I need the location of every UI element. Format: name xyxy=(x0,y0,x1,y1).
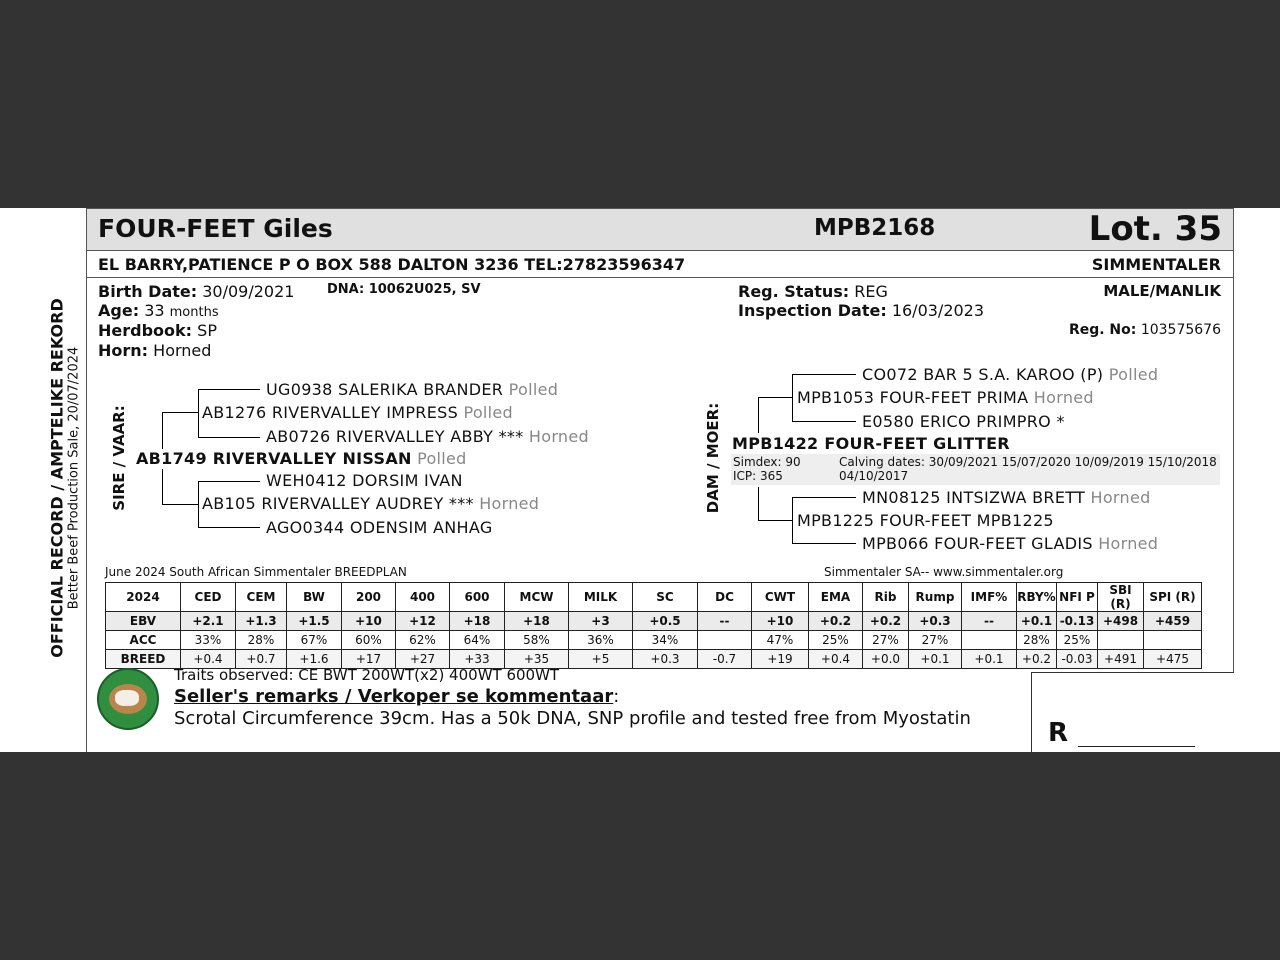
col-header: RBY% xyxy=(1017,583,1057,612)
price-currency: R xyxy=(1048,718,1069,748)
owner-details: EL BARRY,PATIENCE P O BOX 588 DALTON 3236 TEL:27823596347 xyxy=(98,255,686,274)
col-header: DC xyxy=(698,583,752,612)
reg-status-label: Reg. Status: xyxy=(738,282,850,301)
dam-dam-sire xyxy=(862,488,1151,507)
table-cell: +459 xyxy=(1144,612,1202,631)
horn-value: Horned xyxy=(153,341,212,360)
sale-subtitle: Better Beef Production Sale, 20/07/2024 xyxy=(66,346,82,610)
table-cell: +18 xyxy=(450,612,505,631)
col-header: EMA xyxy=(809,583,863,612)
official-record-title: OFFICIAL RECORD / AMPTELIKE REKORD xyxy=(47,298,67,658)
table-cell: 25% xyxy=(1057,631,1098,650)
table-cell: 64% xyxy=(450,631,505,650)
dam-s-status: Horned xyxy=(1033,388,1094,407)
remarks-colon: : xyxy=(613,686,620,707)
birth-date-label: Birth Date: xyxy=(98,282,198,301)
sire-sire-dam xyxy=(266,427,589,446)
col-header: 200 xyxy=(342,583,396,612)
tree-line xyxy=(758,397,759,433)
tree-line xyxy=(162,412,163,449)
tree-line xyxy=(162,504,198,505)
tree-line xyxy=(792,497,856,498)
sire-sire-sire xyxy=(266,380,558,399)
lot-number: Lot. 35 xyxy=(1088,209,1222,249)
col-header: SPI (R) xyxy=(1144,583,1202,612)
remarks-heading xyxy=(174,686,619,707)
table-cell: +0.1 xyxy=(962,650,1017,669)
table-cell: +491 xyxy=(1098,650,1144,669)
dam-dam-dam xyxy=(862,534,1158,553)
inspection-value: 16/03/2023 xyxy=(891,301,985,320)
dam-name: MPB1422 FOUR-FEET GLITTER xyxy=(732,434,1010,453)
table-cell: +2.1 xyxy=(181,612,236,631)
s-name: AB1276 RIVERVALLEY IMPRESS xyxy=(202,403,459,422)
animal-id: MPB2168 xyxy=(814,215,936,241)
table-cell: 33% xyxy=(181,631,236,650)
reg-status xyxy=(738,282,888,301)
table-cell: +17 xyxy=(342,650,396,669)
table-cell: 67% xyxy=(287,631,342,650)
table-cell: EBV xyxy=(106,612,181,631)
table-cell: +1.5 xyxy=(287,612,342,631)
dam-ss-name: CO072 BAR 5 S.A. KAROO (P) xyxy=(862,365,1104,384)
table-cell: +0.5 xyxy=(633,612,698,631)
dam-sire-sire xyxy=(862,365,1158,384)
inspection-label: Inspection Date: xyxy=(738,301,887,320)
traits-observed: Traits observed: CE BWT 200WT(x2) 400WT 600WT xyxy=(174,666,560,684)
ebv-table xyxy=(105,582,1202,669)
col-header: IMF% xyxy=(962,583,1017,612)
horn xyxy=(98,341,211,360)
table-cell: ACC xyxy=(106,631,181,650)
birth-date-value: 30/09/2021 xyxy=(202,282,295,301)
calving-dates-cont: 04/10/2017 xyxy=(839,469,909,483)
dam-s-name: MPB1053 FOUR-FEET PRIMA xyxy=(797,388,1029,407)
tree-line xyxy=(792,374,856,375)
table-cell xyxy=(698,631,752,650)
table-cell: 58% xyxy=(505,631,569,650)
table-cell: +35 xyxy=(505,650,569,669)
table-cell xyxy=(1098,631,1144,650)
sire-label: SIRE / VAAR: xyxy=(110,405,128,511)
price-blank-line[interactable]: __________________ xyxy=(1078,733,1195,748)
frame-left-border xyxy=(86,208,87,752)
table-cell: +0.7 xyxy=(236,650,287,669)
sire-sire xyxy=(202,403,513,422)
breed-name: SIMMENTALER xyxy=(1091,255,1221,274)
table-cell: +10 xyxy=(342,612,396,631)
frame-right-border xyxy=(1233,208,1234,673)
table-cell: -0.7 xyxy=(698,650,752,669)
col-header: CED xyxy=(181,583,236,612)
reg-number-label: Reg. No: xyxy=(1068,322,1137,338)
website-caption: Simmentaler SA-- www.simmentaler.org xyxy=(824,565,1064,579)
tree-line xyxy=(792,421,856,422)
dam-ss-status: Polled xyxy=(1108,365,1159,384)
table-cell: +0.1 xyxy=(1017,612,1057,631)
table-cell: +27 xyxy=(396,650,450,669)
calving-dates: Calving dates: 30/09/2021 15/07/2020 10/09/2019 15/10/2018 xyxy=(839,455,1217,469)
birth-date xyxy=(98,282,294,301)
table-cell: +475 xyxy=(1144,650,1202,669)
table-cell: +0.1 xyxy=(909,650,962,669)
tree-line xyxy=(162,469,163,505)
table-cell: 27% xyxy=(863,631,909,650)
sire-dam xyxy=(202,494,539,513)
simmentaler-logo xyxy=(97,668,159,730)
table-cell: 36% xyxy=(569,631,633,650)
col-header: BW xyxy=(287,583,342,612)
table-cell: +0.4 xyxy=(181,650,236,669)
tree-line xyxy=(198,481,199,528)
ebv-header-row xyxy=(106,583,1202,612)
table-cell xyxy=(962,631,1017,650)
animal-name: FOUR-FEET Giles xyxy=(98,214,333,243)
sd-status: Horned xyxy=(528,427,589,446)
table-cell: -- xyxy=(962,612,1017,631)
d-status: Horned xyxy=(479,494,540,513)
ss-name: UG0938 SALERIKA BRANDER xyxy=(266,380,504,399)
dam-ds-status: Horned xyxy=(1090,488,1151,507)
sex: MALE/MANLIK xyxy=(1103,282,1221,300)
dd-name: AGO0344 ODENSIM ANHAG xyxy=(266,518,493,537)
col-header: NFI P xyxy=(1057,583,1098,612)
table-cell: +0.4 xyxy=(809,650,863,669)
ebv-row xyxy=(106,612,1202,631)
col-header: 2024 xyxy=(106,583,181,612)
table-cell xyxy=(1144,631,1202,650)
table-cell: +3 xyxy=(569,612,633,631)
tree-line xyxy=(792,374,793,421)
tree-line xyxy=(198,527,260,528)
table-cell: 60% xyxy=(342,631,396,650)
table-cell: +5 xyxy=(569,650,633,669)
table-cell: 34% xyxy=(633,631,698,650)
sire-name-status: Polled xyxy=(417,449,467,468)
dam-label: DAM / MOER: xyxy=(704,402,722,514)
sire-name-text: AB1749 RIVERVALLEY NISSAN xyxy=(136,449,412,468)
table-cell: -- xyxy=(698,612,752,631)
dam-dam xyxy=(797,511,1054,530)
reg-number-value: 103575676 xyxy=(1140,322,1221,338)
ss-status: Polled xyxy=(508,380,559,399)
breedplan-caption: June 2024 South African Simmentaler BREEDPLAN xyxy=(105,565,407,579)
table-cell: +19 xyxy=(752,650,809,669)
tree-line xyxy=(198,481,260,482)
table-cell: +1.3 xyxy=(236,612,287,631)
col-header: CWT xyxy=(752,583,809,612)
age-value: 33 xyxy=(144,301,165,320)
col-header: MILK xyxy=(569,583,633,612)
table-cell: -0.13 xyxy=(1057,612,1098,631)
sd-name: AB0726 RIVERVALLEY ABBY *** xyxy=(266,427,524,446)
tree-line xyxy=(792,543,856,544)
tree-line xyxy=(198,389,199,437)
table-cell: +0.3 xyxy=(909,612,962,631)
remarks-title: Seller's remarks / Verkoper se kommentaar xyxy=(174,686,614,707)
icp: ICP: 365 xyxy=(733,469,783,483)
col-header: 600 xyxy=(450,583,505,612)
table-cell: 62% xyxy=(396,631,450,650)
inspection-date xyxy=(738,301,984,320)
table-cell: 28% xyxy=(1017,631,1057,650)
col-header: MCW xyxy=(505,583,569,612)
col-header: CEM xyxy=(236,583,287,612)
herdbook-value: SP xyxy=(197,321,217,340)
tree-line xyxy=(758,397,792,398)
reg-number xyxy=(1069,322,1221,338)
d-name: AB105 RIVERVALLEY AUDREY *** xyxy=(202,494,474,513)
table-cell: +18 xyxy=(505,612,569,631)
table-cell: +0.2 xyxy=(1017,650,1057,669)
logo-cattle-face xyxy=(115,690,139,706)
table-cell: +33 xyxy=(450,650,505,669)
col-header: SC xyxy=(633,583,698,612)
col-header: SBI (R) xyxy=(1098,583,1144,612)
dam-ds-name: MN08125 INTSIZWA BRETT xyxy=(862,488,1086,507)
sire-name xyxy=(136,449,467,468)
table-cell: BREED xyxy=(106,650,181,669)
s-status: Polled xyxy=(463,403,513,422)
table-cell: -0.03 xyxy=(1057,650,1098,669)
dna-info: DNA: 10062U025, SV xyxy=(327,282,481,297)
horn-label: Horn: xyxy=(98,341,149,360)
col-header: Rump xyxy=(909,583,962,612)
table-cell: +10 xyxy=(752,612,809,631)
table-cell: +0.2 xyxy=(809,612,863,631)
table-cell: +498 xyxy=(1098,612,1144,631)
table-cell: +0.0 xyxy=(863,650,909,669)
dam-dd-status: Horned xyxy=(1098,534,1159,553)
tree-line xyxy=(198,389,260,390)
herdbook-label: Herdbook: xyxy=(98,321,193,340)
table-cell: +0.3 xyxy=(633,650,698,669)
tree-line xyxy=(758,487,759,520)
table-cell: +0.2 xyxy=(863,612,909,631)
reg-status-value: REG xyxy=(854,282,888,301)
table-cell: +1.6 xyxy=(287,650,342,669)
sire-dam-sire xyxy=(266,471,463,490)
dam-sire-dam xyxy=(862,412,1065,431)
age xyxy=(98,301,219,320)
acc-row xyxy=(106,631,1202,650)
ds-name: WEH0412 DORSIM IVAN xyxy=(266,471,463,490)
age-unit: months xyxy=(169,305,219,320)
age-label: Age: xyxy=(98,301,140,320)
sire-dam-dam xyxy=(266,518,493,537)
dam-d-name: MPB1225 FOUR-FEET MPB1225 xyxy=(797,511,1054,530)
table-cell: 27% xyxy=(909,631,962,650)
remarks-text: Scrotal Circumference 39cm. Has a 50k DNA, SNP profile and tested free from Myostatin xyxy=(174,708,971,729)
tree-line xyxy=(758,520,792,521)
table-cell: 28% xyxy=(236,631,287,650)
herdbook xyxy=(98,321,217,340)
tree-line xyxy=(198,437,260,438)
tree-line xyxy=(792,497,793,543)
simdex: Simdex: 90 xyxy=(733,455,801,469)
col-header: Rib xyxy=(863,583,909,612)
table-cell: +12 xyxy=(396,612,450,631)
dam-sd-name: E0580 ERICO PRIMPRO * xyxy=(862,412,1065,431)
tree-line xyxy=(162,412,198,413)
table-cell: 25% xyxy=(809,631,863,650)
table-cell: 47% xyxy=(752,631,809,650)
dam-sire xyxy=(797,388,1094,407)
col-header: 400 xyxy=(396,583,450,612)
dam-dd-name: MPB066 FOUR-FEET GLADIS xyxy=(862,534,1093,553)
